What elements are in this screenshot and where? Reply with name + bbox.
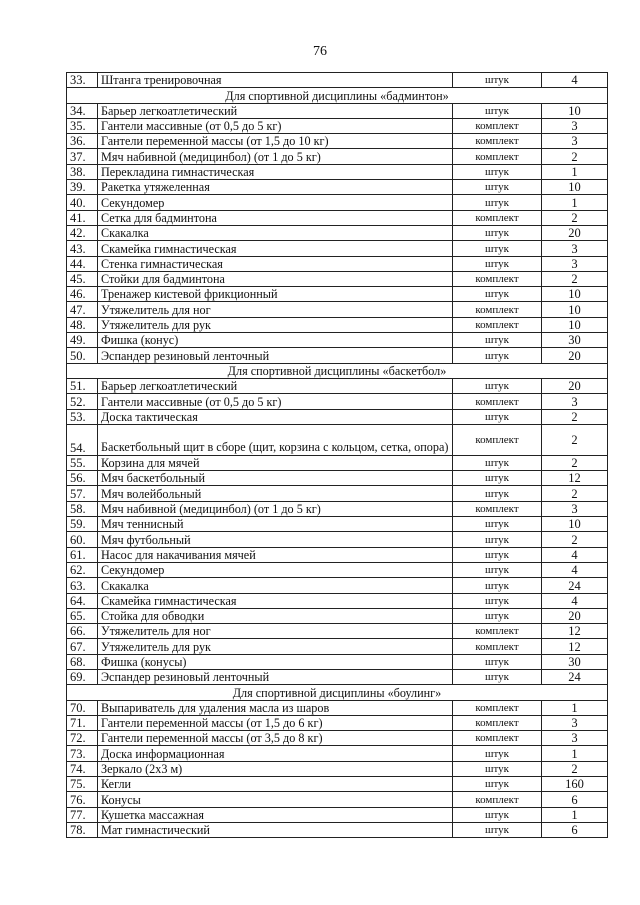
item-name: Ракетка утяжеленная	[98, 180, 453, 195]
table-row	[67, 532, 608, 547]
item-unit: комплект	[453, 302, 542, 317]
item-quantity: 2	[542, 761, 608, 776]
item-quantity: 4	[542, 562, 608, 577]
item-quantity: 3	[542, 134, 608, 149]
table-row	[67, 471, 608, 486]
item-quantity: 20	[542, 348, 608, 363]
item-name: Утяжелитель для рук	[98, 317, 453, 332]
item-quantity: 3	[542, 731, 608, 746]
item-name: Гантели массивные (от 0,5 до 5 кг)	[98, 118, 453, 133]
row-number: 41.	[67, 210, 98, 225]
table-row	[67, 118, 608, 133]
item-quantity: 2	[542, 409, 608, 424]
table-row	[67, 654, 608, 669]
item-name: Гантели переменной массы (от 1,5 до 10 кг)	[98, 134, 453, 149]
item-quantity: 10	[542, 317, 608, 332]
item-quantity: 2	[542, 210, 608, 225]
item-unit: комплект	[453, 424, 542, 455]
item-name: Фишка (конусы)	[98, 654, 453, 669]
item-unit: штук	[453, 532, 542, 547]
table-row	[67, 822, 608, 837]
table-row	[67, 624, 608, 639]
item-quantity: 3	[542, 501, 608, 516]
row-number: 56.	[67, 471, 98, 486]
item-unit: штук	[453, 486, 542, 501]
row-number: 60.	[67, 532, 98, 547]
row-number: 39.	[67, 180, 98, 195]
item-unit: штук	[453, 287, 542, 302]
item-unit: штук	[453, 807, 542, 822]
item-unit: штук	[453, 455, 542, 470]
row-number: 77.	[67, 807, 98, 822]
row-number: 67.	[67, 639, 98, 654]
item-quantity: 3	[542, 394, 608, 409]
item-unit: комплект	[453, 394, 542, 409]
item-quantity: 10	[542, 287, 608, 302]
row-number: 57.	[67, 486, 98, 501]
item-unit: комплект	[453, 731, 542, 746]
item-unit: штук	[453, 225, 542, 240]
item-name: Баскетбольный щит в сборе (щит, корзина с кольцом, сетка, опора)	[98, 424, 453, 455]
item-name: Барьер легкоатлетический	[98, 103, 453, 118]
row-number: 51.	[67, 378, 98, 393]
item-unit: комплект	[453, 317, 542, 332]
table-row	[67, 700, 608, 715]
item-unit: штук	[453, 103, 542, 118]
section-header-row	[67, 88, 608, 103]
row-number: 75.	[67, 777, 98, 792]
row-number: 72.	[67, 731, 98, 746]
table-row	[67, 578, 608, 593]
item-unit: штук	[453, 348, 542, 363]
item-name: Утяжелитель для ног	[98, 624, 453, 639]
item-name: Тренажер кистевой фрикционный	[98, 287, 453, 302]
item-quantity: 30	[542, 333, 608, 348]
item-name: Стенка гимнастическая	[98, 256, 453, 271]
section-title: Для спортивной дисциплины «боулинг»	[67, 685, 608, 700]
item-quantity: 2	[542, 455, 608, 470]
item-quantity: 2	[542, 271, 608, 286]
table-row	[67, 455, 608, 470]
item-name: Секундомер	[98, 195, 453, 210]
row-number: 73.	[67, 746, 98, 761]
table-row	[67, 149, 608, 164]
item-unit: комплект	[453, 118, 542, 133]
row-number: 78.	[67, 822, 98, 837]
item-unit: штук	[453, 593, 542, 608]
item-name: Фишка (конус)	[98, 333, 453, 348]
item-unit: комплект	[453, 271, 542, 286]
row-number: 35.	[67, 118, 98, 133]
item-name: Скакалка	[98, 578, 453, 593]
section-title: Для спортивной дисциплины «баскетбол»	[67, 363, 608, 378]
table-row	[67, 180, 608, 195]
item-quantity: 4	[542, 73, 608, 88]
row-number: 48.	[67, 317, 98, 332]
item-name: Гантели массивные (от 0,5 до 5 кг)	[98, 394, 453, 409]
item-unit: штук	[453, 517, 542, 532]
item-quantity: 2	[542, 532, 608, 547]
table-row	[67, 378, 608, 393]
row-number: 76.	[67, 792, 98, 807]
item-name: Скакалка	[98, 225, 453, 240]
item-unit: комплект	[453, 149, 542, 164]
item-quantity: 3	[542, 241, 608, 256]
item-unit: комплект	[453, 210, 542, 225]
row-number: 34.	[67, 103, 98, 118]
row-number: 70.	[67, 700, 98, 715]
table-row	[67, 669, 608, 684]
item-name: Конусы	[98, 792, 453, 807]
item-name: Скамейка гимнастическая	[98, 593, 453, 608]
row-number: 38.	[67, 164, 98, 179]
item-name: Утяжелитель для рук	[98, 639, 453, 654]
item-name: Доска информационная	[98, 746, 453, 761]
item-quantity: 24	[542, 578, 608, 593]
item-quantity: 3	[542, 118, 608, 133]
row-number: 46.	[67, 287, 98, 302]
table-row	[67, 195, 608, 210]
item-quantity: 24	[542, 669, 608, 684]
item-name: Перекладина гимнастическая	[98, 164, 453, 179]
item-unit: штук	[453, 164, 542, 179]
item-name: Скамейка гимнастическая	[98, 241, 453, 256]
item-quantity: 6	[542, 792, 608, 807]
page-number: 76	[313, 44, 327, 59]
item-name: Гантели переменной массы (от 3,5 до 8 кг)	[98, 731, 453, 746]
row-number: 55.	[67, 455, 98, 470]
table-row	[67, 715, 608, 730]
row-number: 68.	[67, 654, 98, 669]
row-number: 47.	[67, 302, 98, 317]
item-name: Барьер легкоатлетический	[98, 378, 453, 393]
row-number: 49.	[67, 333, 98, 348]
item-quantity: 1	[542, 746, 608, 761]
table-row	[67, 807, 608, 822]
item-unit: штук	[453, 822, 542, 837]
table-row	[67, 761, 608, 776]
item-quantity: 6	[542, 822, 608, 837]
row-number: 74.	[67, 761, 98, 776]
item-quantity: 3	[542, 715, 608, 730]
item-unit: комплект	[453, 792, 542, 807]
item-quantity: 12	[542, 624, 608, 639]
row-number: 36.	[67, 134, 98, 149]
item-unit: штук	[453, 547, 542, 562]
row-number: 61.	[67, 547, 98, 562]
row-number: 64.	[67, 593, 98, 608]
item-unit: комплект	[453, 700, 542, 715]
item-name: Штанга тренировочная	[98, 73, 453, 88]
item-quantity: 10	[542, 180, 608, 195]
item-unit: комплект	[453, 134, 542, 149]
table-row	[67, 517, 608, 532]
item-name: Доска тактическая	[98, 409, 453, 424]
table-row	[67, 547, 608, 562]
item-name: Мяч теннисный	[98, 517, 453, 532]
item-name: Мяч набивной (медицинбол) (от 1 до 5 кг)	[98, 149, 453, 164]
table-row	[67, 486, 608, 501]
item-name: Мяч баскетбольный	[98, 471, 453, 486]
item-quantity: 10	[542, 517, 608, 532]
table-row	[67, 792, 608, 807]
item-unit: штук	[453, 471, 542, 486]
row-number: 58.	[67, 501, 98, 516]
table-row	[67, 287, 608, 302]
table-row	[67, 394, 608, 409]
item-quantity: 20	[542, 378, 608, 393]
table-row	[67, 256, 608, 271]
table-row	[67, 777, 608, 792]
row-number: 52.	[67, 394, 98, 409]
table-row	[67, 271, 608, 286]
item-unit: штук	[453, 180, 542, 195]
table-row	[67, 639, 608, 654]
item-name: Стойка для обводки	[98, 608, 453, 623]
item-name: Эспандер резиновый ленточный	[98, 669, 453, 684]
item-quantity: 10	[542, 103, 608, 118]
row-number: 69.	[67, 669, 98, 684]
row-number: 37.	[67, 149, 98, 164]
table-row	[67, 210, 608, 225]
item-unit: штук	[453, 378, 542, 393]
row-number: 54.	[67, 424, 98, 455]
item-quantity: 2	[542, 149, 608, 164]
item-unit: штук	[453, 73, 542, 88]
section-title: Для спортивной дисциплины «бадминтон»	[67, 88, 608, 103]
item-name: Мяч волейбольный	[98, 486, 453, 501]
item-quantity: 20	[542, 608, 608, 623]
table-row	[67, 134, 608, 149]
item-quantity: 1	[542, 195, 608, 210]
row-number: 63.	[67, 578, 98, 593]
section-header-row	[67, 685, 608, 700]
table-row	[67, 241, 608, 256]
item-unit: штук	[453, 256, 542, 271]
item-quantity: 3	[542, 256, 608, 271]
item-name: Мат гимнастический	[98, 822, 453, 837]
item-unit: штук	[453, 777, 542, 792]
table-row	[67, 608, 608, 623]
item-name: Стойки для бадминтона	[98, 271, 453, 286]
item-name: Сетка для бадминтона	[98, 210, 453, 225]
item-unit: штук	[453, 333, 542, 348]
item-name: Насос для накачивания мячей	[98, 547, 453, 562]
table-row	[67, 424, 608, 455]
table-row	[67, 302, 608, 317]
item-unit: штук	[453, 195, 542, 210]
row-number: 45.	[67, 271, 98, 286]
item-quantity: 20	[542, 225, 608, 240]
item-quantity: 10	[542, 302, 608, 317]
item-name: Корзина для мячей	[98, 455, 453, 470]
item-name: Гантели переменной массы (от 1,5 до 6 кг)	[98, 715, 453, 730]
row-number: 62.	[67, 562, 98, 577]
table-row	[67, 225, 608, 240]
item-unit: штук	[453, 654, 542, 669]
row-number: 65.	[67, 608, 98, 623]
table-row	[67, 731, 608, 746]
item-unit: штук	[453, 241, 542, 256]
section-header-row	[67, 363, 608, 378]
item-name: Утяжелитель для ног	[98, 302, 453, 317]
item-name: Секундомер	[98, 562, 453, 577]
item-unit: штук	[453, 608, 542, 623]
item-unit: штук	[453, 669, 542, 684]
table-row	[67, 73, 608, 88]
row-number: 50.	[67, 348, 98, 363]
equipment-table-body	[67, 73, 608, 838]
row-number: 66.	[67, 624, 98, 639]
table-row	[67, 317, 608, 332]
row-number: 40.	[67, 195, 98, 210]
item-name: Мяч набивной (медицинбол) (от 1 до 5 кг)	[98, 501, 453, 516]
table-row	[67, 593, 608, 608]
table-row	[67, 409, 608, 424]
item-quantity: 4	[542, 593, 608, 608]
table-row	[67, 746, 608, 761]
row-number: 42.	[67, 225, 98, 240]
item-quantity: 2	[542, 424, 608, 455]
row-number: 43.	[67, 241, 98, 256]
item-quantity: 12	[542, 639, 608, 654]
table-row	[67, 562, 608, 577]
row-number: 71.	[67, 715, 98, 730]
item-quantity: 1	[542, 807, 608, 822]
row-number: 44.	[67, 256, 98, 271]
item-unit: штук	[453, 578, 542, 593]
item-quantity: 4	[542, 547, 608, 562]
row-number: 59.	[67, 517, 98, 532]
row-number: 33.	[67, 73, 98, 88]
item-name: Кегли	[98, 777, 453, 792]
table-row	[67, 164, 608, 179]
table-row	[67, 501, 608, 516]
item-unit: штук	[453, 562, 542, 577]
item-name: Зеркало (2х3 м)	[98, 761, 453, 776]
item-quantity: 160	[542, 777, 608, 792]
equipment-table	[66, 72, 608, 838]
table-row	[67, 348, 608, 363]
item-unit: комплект	[453, 624, 542, 639]
table-row	[67, 333, 608, 348]
item-quantity: 1	[542, 164, 608, 179]
item-unit: штук	[453, 746, 542, 761]
table-row	[67, 103, 608, 118]
item-unit: штук	[453, 761, 542, 776]
item-name: Мяч футбольный	[98, 532, 453, 547]
item-name: Кушетка массажная	[98, 807, 453, 822]
item-unit: комплект	[453, 715, 542, 730]
item-unit: комплект	[453, 639, 542, 654]
item-quantity: 30	[542, 654, 608, 669]
item-unit: штук	[453, 409, 542, 424]
item-quantity: 2	[542, 486, 608, 501]
item-quantity: 12	[542, 471, 608, 486]
row-number: 53.	[67, 409, 98, 424]
item-quantity: 1	[542, 700, 608, 715]
item-name: Выпариватель для удаления масла из шаров	[98, 700, 453, 715]
item-unit: комплект	[453, 501, 542, 516]
item-name: Эспандер резиновый ленточный	[98, 348, 453, 363]
